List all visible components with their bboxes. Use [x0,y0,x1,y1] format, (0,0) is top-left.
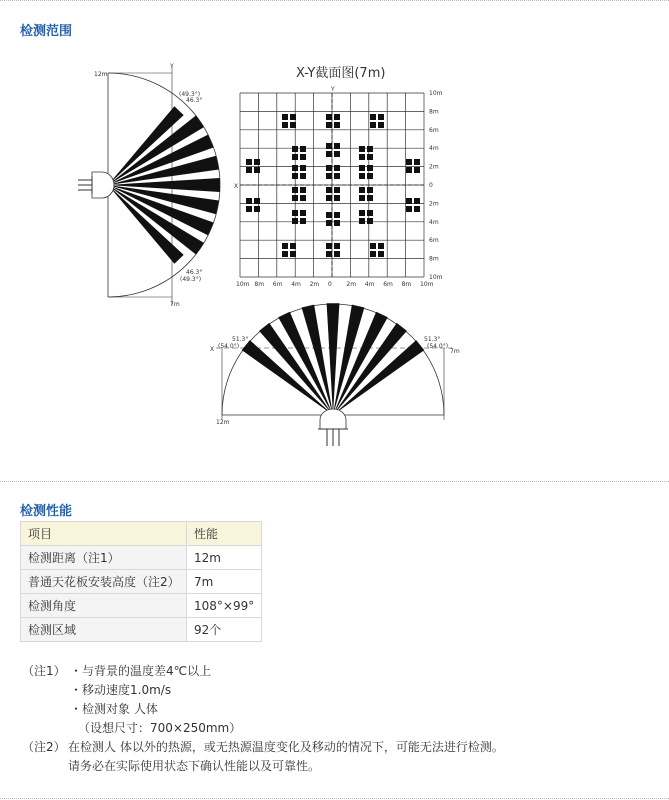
detection-zone-square [414,198,420,204]
detection-zone-square [406,198,412,204]
detection-zone-square [414,206,420,212]
detection-zone-square [367,195,373,201]
detection-zone-square [326,122,332,128]
table-row [21,594,262,618]
side-detection-beam [108,178,220,192]
detection-zone-square [378,122,384,128]
detection-zone-square [292,195,298,201]
detection-zone-square [367,210,373,216]
front-detection-beam [278,312,333,415]
detection-zone-square [367,154,373,160]
grid-bottom-tick-label: 10m [236,281,250,288]
detection-zone-square [359,210,365,216]
detection-zone-square [326,151,332,157]
detection-zone-square [370,122,376,128]
detection-zone-square [334,212,340,218]
side-top-radius-label: 12m [94,71,108,78]
grid-bottom-tick-label: 8m [254,281,265,288]
detection-zone-square [282,251,288,257]
detection-zone-square [334,122,340,128]
detection-zone-square [246,198,252,204]
detection-zone-square [326,143,332,149]
detection-zone-square [359,146,365,152]
detection-zone-square [292,173,298,179]
row-value: 12m [187,546,262,570]
detection-zone-square [300,187,306,193]
detection-zone-square [300,195,306,201]
detection-zone-square [359,154,365,160]
detection-zone-square [370,243,376,249]
detection-zone-square [246,159,252,165]
detection-zone-square [326,165,332,171]
detection-zone-square [367,173,373,179]
grid-bottom-tick-label: 6m [383,281,393,288]
detection-zone-square [378,114,384,120]
row-label: 检测角度 [21,594,187,618]
detection-zone-square [326,195,332,201]
detection-zone-square [334,114,340,120]
table-row [21,546,262,570]
detection-zone-square [334,187,340,193]
detection-zone-square [326,187,332,193]
detection-zone-square [334,195,340,201]
detection-zone-square [367,218,373,224]
side-angle-bottom-outer: (49.3°) [180,276,202,283]
front-view [210,303,460,446]
detection-zone-square [292,210,298,216]
side-y-axis-label: Y [170,63,174,70]
table-row [21,570,262,594]
grid-bottom-tick-label: 4m [364,281,375,288]
side-view [78,63,220,308]
front-radius-label: 12m [216,419,230,426]
detection-zone-square [290,243,296,249]
detection-zone-square [292,187,298,193]
side-bottom-radius-label: 7m [170,301,180,308]
detection-zone-square [370,114,376,120]
grid-title: X-Y截面图(7m) [296,66,386,81]
header-performance: 性能 [187,522,262,546]
detection-zone-square [292,154,298,160]
detection-zone-square [254,159,260,165]
grid-bottom-tick-label: 2m [346,281,357,288]
grid-bottom-tick-label: 0 [328,281,332,288]
grid-right-tick-label: 8m [429,108,439,116]
detection-zone-square [359,218,365,224]
detection-zone-square [334,243,340,249]
detection-zone-square [334,220,340,226]
grid-right-tick-label: 6m [429,237,439,245]
detection-zone-square [290,114,296,120]
detection-zone-square [254,167,260,173]
front-x-axis-label: X [210,346,215,353]
detection-zone-square [300,218,306,224]
detection-zone-square [292,146,298,152]
section-title-detection-performance: 检测性能 [20,504,73,519]
table-row [21,618,262,642]
detection-zone-square [282,114,288,120]
detection-zone-square [326,220,332,226]
grid-bottom-tick-label: 8m [401,281,412,288]
detection-zone-square [367,146,373,152]
row-value: 7m [187,570,262,594]
grid-y-axis-label: Y [331,86,335,93]
front-right-angle-outer: (54.0°) [427,343,449,350]
detection-zone-square [300,165,306,171]
detection-zone-square [378,243,384,249]
detection-zone-square [406,167,412,173]
side-angle-top-inner: 46.3° [186,97,203,104]
row-value: 92个 [187,618,262,642]
detection-zone-square [300,146,306,152]
front-left-angle-inner: 51.3° [232,336,249,343]
detection-zone-square [334,151,340,157]
grid-bottom-tick-label: 4m [291,281,301,288]
detection-zone-square [406,159,412,165]
row-label: 检测距离（注1） [21,546,187,570]
grid-right-tick-label: 10m [429,90,443,97]
grid-right-tick-label: 2m [429,200,439,208]
grid-bottom-tick-label: 10m [420,281,434,288]
detection-zone-square [370,251,376,257]
header-item: 项目 [21,522,187,546]
front-left-angle-outer: (54.0°) [218,343,240,350]
xy-section-grid [234,65,443,288]
grid-right-tick-label: 10m [429,274,443,281]
front-right-angle-inner: 51.3° [424,336,441,343]
detection-zone-square [246,167,252,173]
side-angle-top-outer: (49.3°) [179,91,201,98]
note1-line: （设想尺寸：700×250mm） [78,721,242,735]
detection-zone-square [300,173,306,179]
grid-right-tick-label: 4m [429,145,439,153]
grid-bottom-tick-label: 2m [309,281,320,288]
note2-line: 请务必在实际使用状态下确认性能以及可靠性。 [68,759,321,773]
detection-zone-square [254,206,260,212]
detection-zone-square [367,165,373,171]
detection-zone-square [326,243,332,249]
front-right-distance-label: 7m [450,348,460,355]
section-divider [0,481,669,482]
detection-zone-square [414,167,420,173]
note1-tag: （注1） [22,664,66,678]
grid-x-axis-label: X [234,183,239,190]
detection-zone-square [367,187,373,193]
detection-zone-square [406,206,412,212]
front-detection-beam [333,312,388,415]
detection-zone-square [326,251,332,257]
detection-zone-square [300,210,306,216]
grid-right-tick-label: 2m [429,163,439,171]
detection-zone-square [326,212,332,218]
detection-zone-square [378,251,384,257]
detection-zone-square [334,165,340,171]
note1-line: ・与背景的温度差4℃以上 [70,664,212,678]
note1-line: ・移动速度1.0m/s [70,683,172,697]
detection-zone-square [326,114,332,120]
detection-zone-square [359,195,365,201]
detection-zone-square [359,165,365,171]
detection-zone-square [254,198,260,204]
table-header-row [21,522,262,546]
side-angle-bottom-inner: 46.3° [186,269,203,276]
detection-zone-square [334,143,340,149]
note2-line: 在检测人 体以外的热源，或无热源温度变化及移动的情况下，可能无法进行检测。 [68,740,504,754]
row-label: 普通天花板安装高度（注2） [21,570,187,594]
grid-right-tick-label: 0 [429,182,433,189]
detection-zone-square [246,206,252,212]
detection-zone-square [282,243,288,249]
detection-zone-square [282,122,288,128]
row-value: 108°×99° [187,594,262,618]
grid-right-tick-label: 6m [429,126,439,134]
detection-zone-square [300,154,306,160]
detection-zone-square [414,159,420,165]
detection-zone-square [326,173,332,179]
detection-zone-square [292,218,298,224]
row-label: 检测区域 [21,618,187,642]
detection-zone-square [359,173,365,179]
detection-zone-square [334,251,340,257]
note2-tag: （注2） [22,740,66,754]
grid-right-tick-label: 8m [429,255,439,263]
detection-zone-square [334,173,340,179]
grid-right-tick-label: 4m [429,218,439,226]
detection-zone-square [290,122,296,128]
detection-zone-square [359,187,365,193]
detection-zone-square [292,165,298,171]
bottom-divider [0,798,669,799]
grid-bottom-tick-label: 6m [272,281,283,288]
spec-table [20,521,262,642]
note1-line: ・检测对象 人体 [70,702,158,716]
section-title-detection-range: 检测范围 [20,24,73,39]
detection-zone-square [290,251,296,257]
